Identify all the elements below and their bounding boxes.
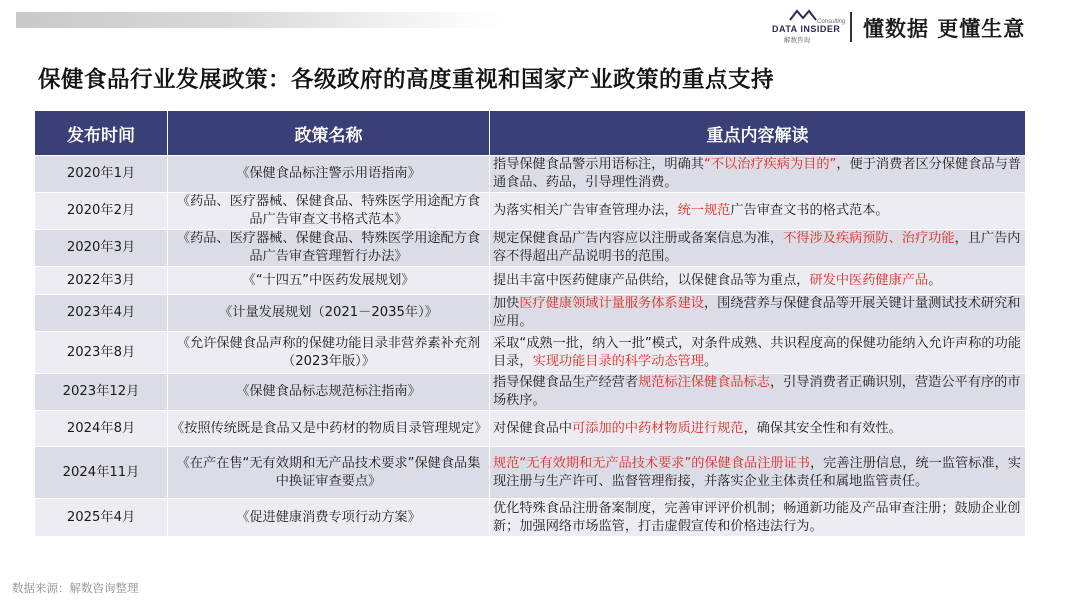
table-row <box>35 374 1026 411</box>
row-key-content <box>490 447 1026 499</box>
row-date: 2024年11月 <box>35 447 168 499</box>
row-date: 2024年8月 <box>35 411 168 447</box>
desc-text: 指导保健食品生产经营者 <box>493 375 639 390</box>
table-body <box>35 156 1026 537</box>
desc-text: ，便于消费者区分保健食品与普通食品、药品，引导理性消费。 <box>493 157 1021 190</box>
desc-text: 为落实相关广告审查管理办法， <box>493 203 678 218</box>
row-key-content <box>490 411 1026 447</box>
desc-text: 广告审查文书的格式范本。 <box>730 203 889 218</box>
brand-logo <box>770 8 846 44</box>
table-row <box>35 193 1026 230</box>
desc-text: ，完善注册信息，统一监管标准，实现注册与生产许可、监督管理衔接，并落实企业主体责任和属地监管责任。 <box>493 455 1021 489</box>
table-header-row <box>35 111 1026 156</box>
desc-text: 。 <box>704 353 718 369</box>
brand-name: DATA INSIDER <box>772 24 841 34</box>
row-key-content <box>490 295 1026 332</box>
row-date: 2022年3月 <box>35 267 168 295</box>
desc-text: ，引导消费者正确识别，营造公平有序的市场秩序。 <box>493 375 1021 408</box>
brand-consulting: Consulting <box>817 19 846 25</box>
row-key-content <box>490 332 1026 374</box>
desc-text: 规定保健食品广告内容应以注册或备案信息为准， <box>493 231 784 246</box>
brand-subtitle: 解数咨询 <box>784 36 810 44</box>
desc-text: 优化特殊食品注册备案制度，完善审评评价机制；畅通新功能及产品审查注册；鼓励企业创新；加强网络市场监管，打击虚假宣传和价格违法行为。 <box>493 500 1021 534</box>
row-policy-name: 《按照传统既是食品又是中药材的物质目录管理规定》 <box>168 411 490 447</box>
desc-text: 提出丰富中医药健康产品供给，以保健食品等为重点， <box>493 272 810 288</box>
row-date: 2023年4月 <box>35 295 168 332</box>
highlight-text: “不以治疗疾病为目的” <box>704 157 837 172</box>
row-policy-name: 《保健食品标注警示用语指南》 <box>168 156 490 193</box>
top-decorative-bar <box>16 12 501 28</box>
highlight-text: 统一规范 <box>677 203 731 218</box>
highlight-text: 实现功能目录的科学动态管理 <box>532 353 704 369</box>
table-row <box>35 447 1026 499</box>
desc-text: ，确保其安全性和有效性。 <box>743 420 902 436</box>
row-date: 2020年3月 <box>35 230 168 267</box>
row-policy-name: 《在产在售“无有效期和无产品技术要求”保健食品集中换证审查要点》 <box>168 447 490 499</box>
table-row <box>35 267 1026 295</box>
row-date: 2023年12月 <box>35 374 168 411</box>
row-key-content <box>490 374 1026 411</box>
policy-table <box>34 110 1026 537</box>
highlight-text: 规范“无有效期和无产品技术要求”的保健食品注册证书 <box>493 455 810 471</box>
brand-divider <box>850 12 852 42</box>
desc-text: 。 <box>928 272 942 288</box>
row-policy-name: 《保健食品标志规范标注指南》 <box>168 374 490 411</box>
brand-slogan: 懂数据 更懂生意 <box>863 17 1026 41</box>
table-row <box>35 156 1026 193</box>
desc-text: 对保健食品中 <box>493 420 573 436</box>
row-date: 2025年4月 <box>35 499 168 537</box>
highlight-text: 医疗健康领域计量服务体系建设 <box>519 296 704 311</box>
row-key-content <box>490 499 1026 537</box>
table-row <box>35 332 1026 374</box>
desc-text: ，且广告内容不得超出产品说明书的范围。 <box>493 231 1021 264</box>
row-date: 2020年2月 <box>35 193 168 230</box>
highlight-text: 规范标注保健食品标志 <box>638 375 770 390</box>
highlight-text: 不得涉及疾病预防、治疗功能 <box>783 231 955 246</box>
desc-text: 加快 <box>493 296 520 311</box>
highlight-text: 研发中医药健康产品 <box>809 272 929 288</box>
row-key-content <box>490 230 1026 267</box>
row-policy-name: 《计量发展规划（2021－2035年）》 <box>168 295 490 332</box>
page-title: 保健食品行业发展政策：各级政府的高度重视和国家产业政策的重点支持 <box>38 67 775 93</box>
header-policy-name: 政策名称 <box>168 111 490 156</box>
desc-text: ，围绕营养与保健食品等开展关键计量测试技术研究和应用。 <box>493 296 1021 329</box>
row-policy-name: 《药品、医疗器械、保健食品、特殊医学用途配方食品广告审查文书格式范本》 <box>168 193 490 230</box>
row-policy-name: 《“十四五”中医药发展规划》 <box>168 267 490 295</box>
row-key-content <box>490 267 1026 295</box>
logo-mark-icon <box>788 8 818 22</box>
table-row <box>35 411 1026 447</box>
data-source-note: 数据来源：解数咨询整理 <box>12 581 139 595</box>
desc-text: 指导保健食品警示用语标注，明确其 <box>493 157 704 172</box>
row-policy-name: 《药品、医疗器械、保健食品、特殊医学用途配方食品广告审查管理暂行办法》 <box>168 230 490 267</box>
row-key-content <box>490 193 1026 230</box>
table-row <box>35 230 1026 267</box>
row-date: 2020年1月 <box>35 156 168 193</box>
header-key-content: 重点内容解读 <box>490 111 1026 156</box>
table-row <box>35 499 1026 537</box>
row-key-content <box>490 156 1026 193</box>
brand-header <box>770 8 1070 44</box>
table-row <box>35 295 1026 332</box>
row-policy-name: 《允许保健食品声称的保健功能目录非营养素补充剂（2023年版）》 <box>168 332 490 374</box>
highlight-text: 可添加的中药材物质进行规范 <box>572 420 744 436</box>
desc-text: 采取“成熟一批，纳入一批”模式，对条件成熟、共识程度高的保健功能纳入允许声称的功能目录， <box>493 335 1021 369</box>
header-date: 发布时间 <box>35 111 168 156</box>
row-policy-name: 《促进健康消费专项行动方案》 <box>168 499 490 537</box>
row-date: 2023年8月 <box>35 332 168 374</box>
